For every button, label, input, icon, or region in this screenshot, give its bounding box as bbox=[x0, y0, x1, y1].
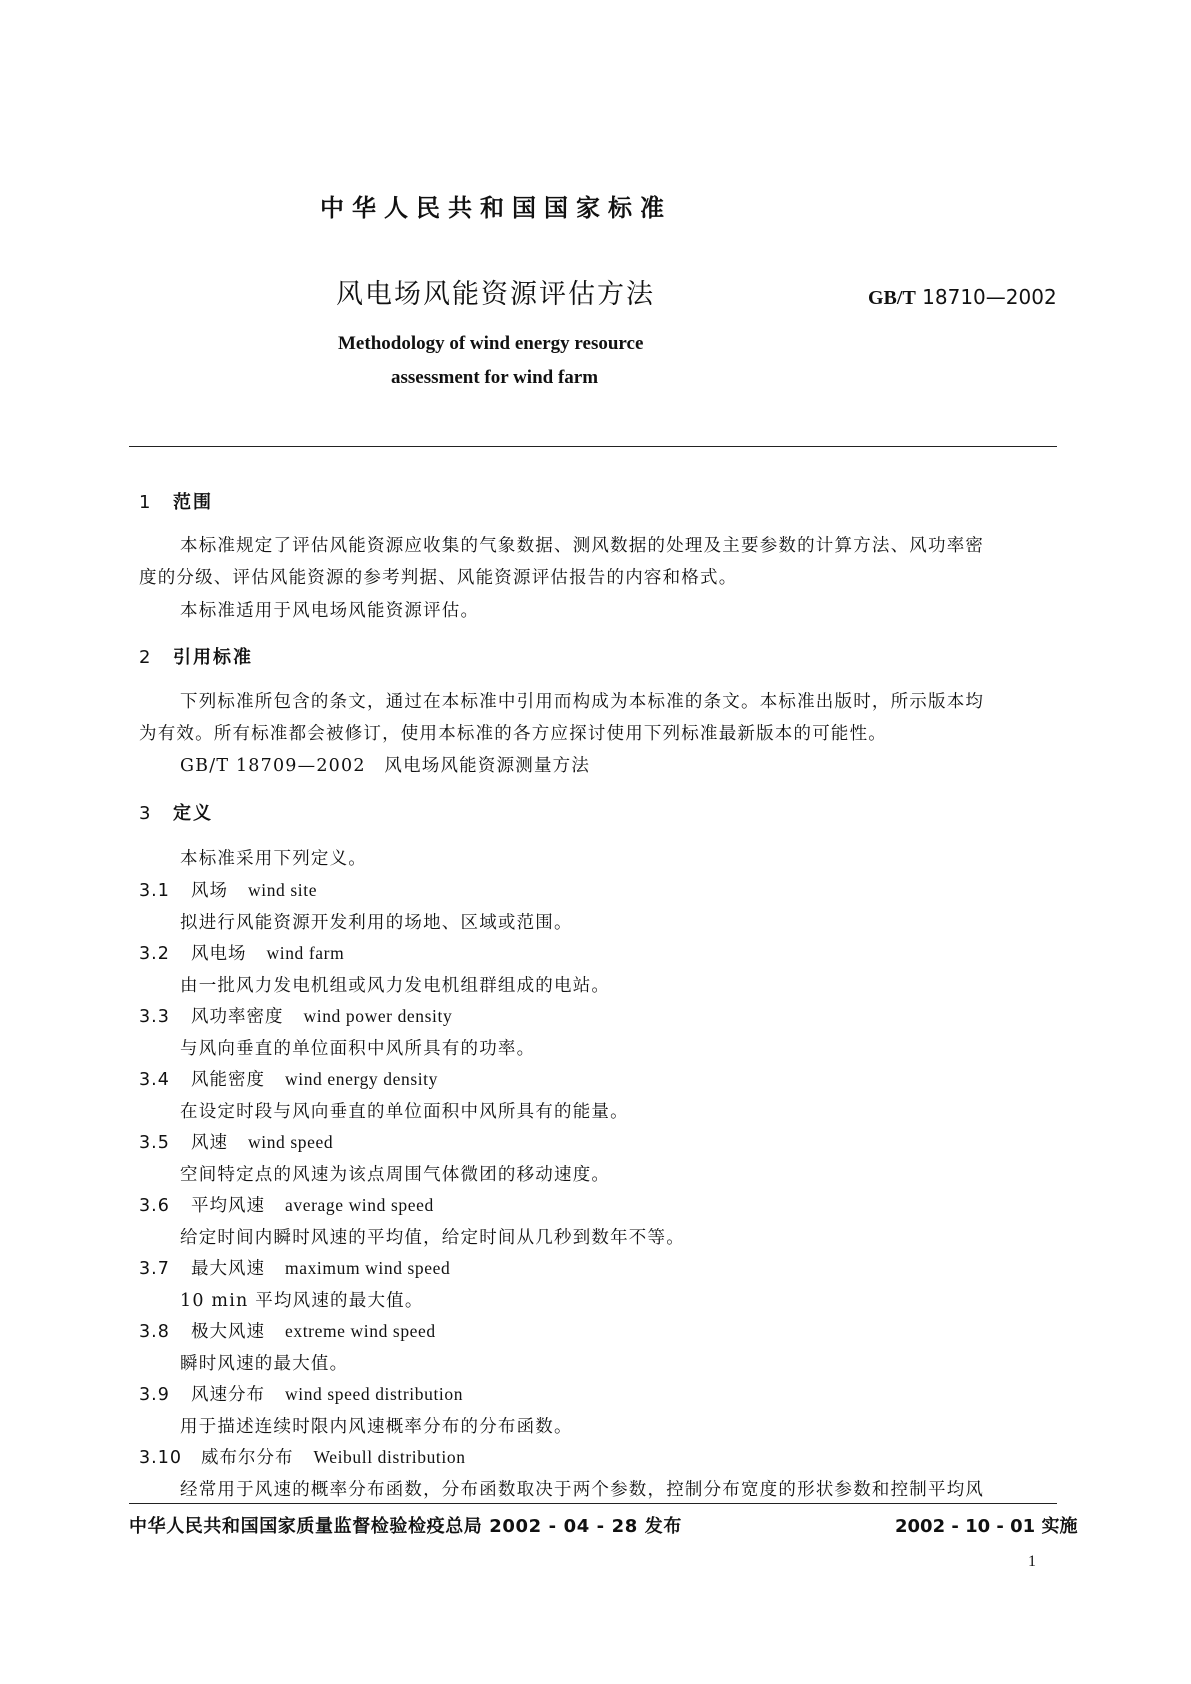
term-cn: 平均风速 bbox=[191, 1196, 265, 1216]
term-en: wind energy density bbox=[285, 1069, 438, 1089]
term-en: wind farm bbox=[266, 943, 345, 963]
national-standard-heading: 中华人民共和国国家标准 bbox=[320, 194, 672, 222]
paragraph-line: 下列标准所包含的条文，通过在本标准中引用而构成为本标准的条文。本标准出版时，所示版本均 bbox=[180, 692, 985, 712]
term-number: 3.10 bbox=[139, 1448, 182, 1468]
term-3-2 bbox=[139, 940, 344, 965]
term-definition: 拟进行风能资源开发利用的场地、区域或范围。 bbox=[180, 913, 573, 933]
term-cn: 风速 bbox=[191, 1133, 228, 1153]
section-2-heading bbox=[139, 643, 253, 669]
page-number: 1 bbox=[1028, 1553, 1036, 1570]
term-3-7 bbox=[139, 1255, 450, 1280]
term-cn: 风电场 bbox=[191, 944, 247, 964]
term-3-6 bbox=[139, 1192, 434, 1217]
term-cn: 风能密度 bbox=[191, 1070, 265, 1090]
term-3-8 bbox=[139, 1318, 436, 1343]
term-3-5 bbox=[139, 1129, 333, 1154]
term-definition: 由一批风力发电机组或风力发电机组群组成的电站。 bbox=[180, 976, 611, 996]
term-3-1 bbox=[139, 877, 317, 902]
term-cn: 最大风速 bbox=[191, 1259, 265, 1279]
term-number: 3.5 bbox=[139, 1133, 170, 1153]
term-number: 3.4 bbox=[139, 1070, 170, 1090]
standard-number bbox=[868, 285, 1057, 310]
document-title-en-line-2: assessment for wind farm bbox=[391, 367, 599, 388]
term-3-4 bbox=[139, 1066, 438, 1091]
header-divider bbox=[129, 446, 1057, 447]
paragraph-line: 本标准采用下列定义。 bbox=[180, 849, 367, 869]
term-definition: 在设定时段与风向垂直的单位面积中风所具有的能量。 bbox=[180, 1102, 629, 1122]
term-3-9 bbox=[139, 1381, 463, 1406]
section-number: 3 bbox=[139, 803, 151, 824]
footer-divider bbox=[129, 1503, 1057, 1504]
implementation-date: 2002 - 10 - 01 实施 bbox=[895, 1516, 1078, 1537]
term-en: average wind speed bbox=[285, 1195, 434, 1215]
section-1-heading bbox=[139, 488, 213, 514]
term-definition: 空间特定点的风速为该点周围气体微团的移动速度。 bbox=[180, 1165, 611, 1185]
term-definition: 10 min 平均风速的最大值。 bbox=[180, 1291, 424, 1311]
term-definition: 瞬时风速的最大值。 bbox=[180, 1354, 349, 1374]
term-3-10 bbox=[139, 1444, 466, 1469]
term-definition: 用于描述连续时限内风速概率分布的分布函数。 bbox=[180, 1417, 573, 1437]
term-cn: 风速分布 bbox=[191, 1385, 265, 1405]
paragraph-line: 为有效。所有标准都会被修订，使用本标准的各方应探讨使用下列标准最新版本的可能性。 bbox=[139, 724, 887, 744]
term-en: extreme wind speed bbox=[285, 1321, 436, 1341]
paragraph-line: 本标准适用于风电场风能资源评估。 bbox=[180, 601, 480, 621]
term-en: wind speed distribution bbox=[285, 1384, 464, 1404]
term-number: 3.1 bbox=[139, 881, 170, 901]
section-number: 2 bbox=[139, 647, 151, 668]
issuing-authority: 中华人民共和国国家质量监督检验检疫总局 2002 - 04 - 28 发布 bbox=[129, 1516, 682, 1537]
term-cn: 威布尔分布 bbox=[201, 1448, 294, 1468]
term-number: 3.6 bbox=[139, 1196, 170, 1216]
term-number: 3.8 bbox=[139, 1322, 170, 1342]
term-number: 3.9 bbox=[139, 1385, 170, 1405]
term-en: wind speed bbox=[248, 1132, 334, 1152]
section-title: 引用标准 bbox=[173, 647, 253, 668]
section-title: 定义 bbox=[173, 803, 213, 824]
term-number: 3.2 bbox=[139, 944, 170, 964]
paragraph-line: 本标准规定了评估风能资源应收集的气象数据、测风数据的处理及主要参数的计算方法、风功率密 bbox=[180, 536, 985, 556]
term-cn: 风场 bbox=[191, 881, 228, 901]
section-title: 范围 bbox=[173, 492, 213, 513]
term-en: Weibull distribution bbox=[313, 1447, 466, 1467]
standard-code: 18710—2002 bbox=[915, 285, 1057, 309]
paragraph-line: 度的分级、评估风能资源的参考判据、风能资源评估报告的内容和格式。 bbox=[139, 568, 738, 588]
term-3-3 bbox=[139, 1003, 452, 1028]
section-number: 1 bbox=[139, 492, 151, 513]
term-definition: 经常用于风速的概率分布函数，分布函数取决于两个参数，控制分布宽度的形状参数和控制平均风 bbox=[180, 1480, 985, 1500]
term-en: wind power density bbox=[303, 1006, 453, 1026]
document-title-en-line-1: Methodology of wind energy resource bbox=[338, 333, 644, 354]
term-en: maximum wind speed bbox=[285, 1258, 451, 1278]
normative-reference: GB/T 18709—2002 风电场风能资源测量方法 bbox=[180, 756, 591, 776]
term-cn: 极大风速 bbox=[191, 1322, 265, 1342]
term-number: 3.7 bbox=[139, 1259, 170, 1279]
term-definition: 与风向垂直的单位面积中风所具有的功率。 bbox=[180, 1039, 536, 1059]
term-en: wind site bbox=[248, 880, 318, 900]
term-definition: 给定时间内瞬时风速的平均值，给定时间从几秒到数年不等。 bbox=[180, 1228, 685, 1248]
term-cn: 风功率密度 bbox=[191, 1007, 284, 1027]
document-title-cn: 风电场风能资源评估方法 bbox=[336, 279, 655, 310]
section-3-heading bbox=[139, 799, 213, 825]
standard-prefix: GB/T bbox=[868, 287, 916, 309]
term-number: 3.3 bbox=[139, 1007, 170, 1027]
